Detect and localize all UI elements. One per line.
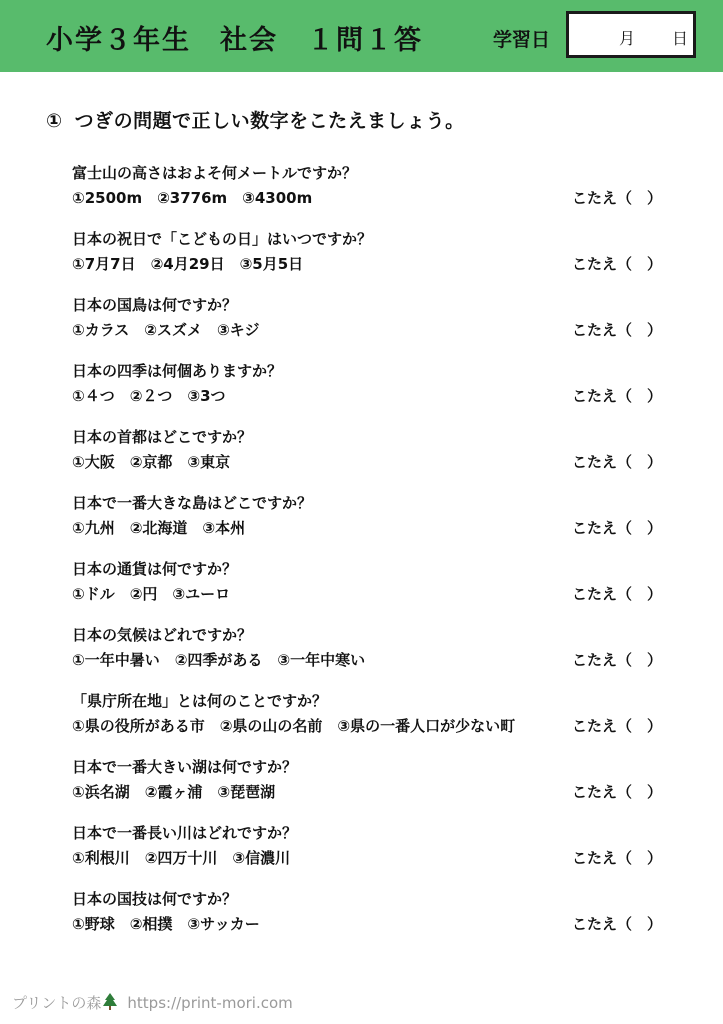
- question-text: 日本の国鳥は何ですか？: [72, 296, 238, 314]
- question-item: [72, 294, 672, 354]
- answer-blank[interactable]: こたえ（ ）: [572, 255, 663, 273]
- question-choices: ①カラス ②スズメ ③キジ: [72, 321, 260, 339]
- question-item: [72, 888, 672, 948]
- question-item: [72, 162, 672, 222]
- instruction-text: つぎの問題で正しい数字をこたえましょう。: [74, 110, 465, 132]
- question-item: [72, 822, 672, 882]
- question-choices: ①４つ ②２つ ③3つ: [72, 387, 226, 405]
- question-choices: ①2500m ②3776m ③4300m: [72, 189, 313, 207]
- question-item: [72, 624, 672, 684]
- study-date-box[interactable]: [566, 11, 696, 58]
- footer-brand: プリントの森: [12, 994, 102, 1012]
- question-item: [72, 558, 672, 618]
- question-choices: ①九州 ②北海道 ③本州: [72, 519, 246, 537]
- question-choices: ①一年中暑い ②四季がある ③一年中寒い: [72, 651, 366, 669]
- answer-blank[interactable]: こたえ（ ）: [572, 189, 663, 207]
- question-text: 日本の通貨は何ですか？: [72, 560, 238, 578]
- question-text: 日本の四季は何個ありますか？: [72, 362, 283, 380]
- question-item: [72, 492, 672, 552]
- tree-icon: [103, 993, 117, 1014]
- footer-url-link[interactable]: https://print-mori.com: [127, 994, 293, 1012]
- question-text: 日本の首都はどこですか？: [72, 428, 253, 446]
- footer: [12, 992, 293, 1014]
- answer-blank[interactable]: こたえ（ ）: [572, 651, 663, 669]
- question-choices: ①ドル ②円 ③ユーロ: [72, 585, 231, 603]
- instruction-number: ①: [46, 110, 63, 132]
- question-item: [72, 426, 672, 486]
- question-item: [72, 756, 672, 816]
- instruction: [46, 106, 465, 133]
- study-date-label: 学習日: [493, 29, 551, 51]
- day-label: 日: [672, 29, 689, 48]
- month-label: 月: [619, 29, 636, 48]
- answer-blank[interactable]: こたえ（ ）: [572, 453, 663, 471]
- question-text: 「県庁所在地」とは何のことですか？: [72, 692, 328, 710]
- question-choices: ①浜名湖 ②霞ヶ浦 ③琵琶湖: [72, 783, 276, 801]
- question-choices: ①県の役所がある市 ②県の山の名前 ③県の一番人口が少ない町: [72, 717, 516, 735]
- question-item: [72, 690, 672, 750]
- question-choices: ①野球 ②相撲 ③サッカー: [72, 915, 260, 933]
- question-text: 日本で一番大きい湖は何ですか？: [72, 758, 298, 776]
- answer-blank[interactable]: こたえ（ ）: [572, 783, 663, 801]
- answer-blank[interactable]: こたえ（ ）: [572, 321, 663, 339]
- page-title: 小学３年生 社会 １問１答: [46, 25, 423, 56]
- question-choices: ①7月7日 ②4月29日 ③5月5日: [72, 255, 304, 273]
- question-choices: ①大阪 ②京都 ③東京: [72, 453, 231, 471]
- answer-blank[interactable]: こたえ（ ）: [572, 849, 663, 867]
- answer-blank[interactable]: こたえ（ ）: [572, 585, 663, 603]
- answer-blank[interactable]: こたえ（ ）: [572, 915, 663, 933]
- question-text: 日本の国技は何ですか？: [72, 890, 238, 908]
- question-text: 富士山の高さはおよそ何メートルですか？: [72, 164, 358, 182]
- question-text: 日本の祝日で「こどもの日」はいつですか？: [72, 230, 373, 248]
- question-item: [72, 228, 672, 288]
- question-text: 日本で一番大きな島はどこですか？: [72, 494, 313, 512]
- answer-blank[interactable]: こたえ（ ）: [572, 387, 663, 405]
- question-text: 日本で一番長い川はどれですか？: [72, 824, 298, 842]
- question-item: [72, 360, 672, 420]
- answer-blank[interactable]: こたえ（ ）: [572, 717, 663, 735]
- header-band: [0, 0, 723, 72]
- answer-blank[interactable]: こたえ（ ）: [572, 519, 663, 537]
- question-text: 日本の気候はどれですか？: [72, 626, 253, 644]
- question-choices: ①利根川 ②四万十川 ③信濃川: [72, 849, 291, 867]
